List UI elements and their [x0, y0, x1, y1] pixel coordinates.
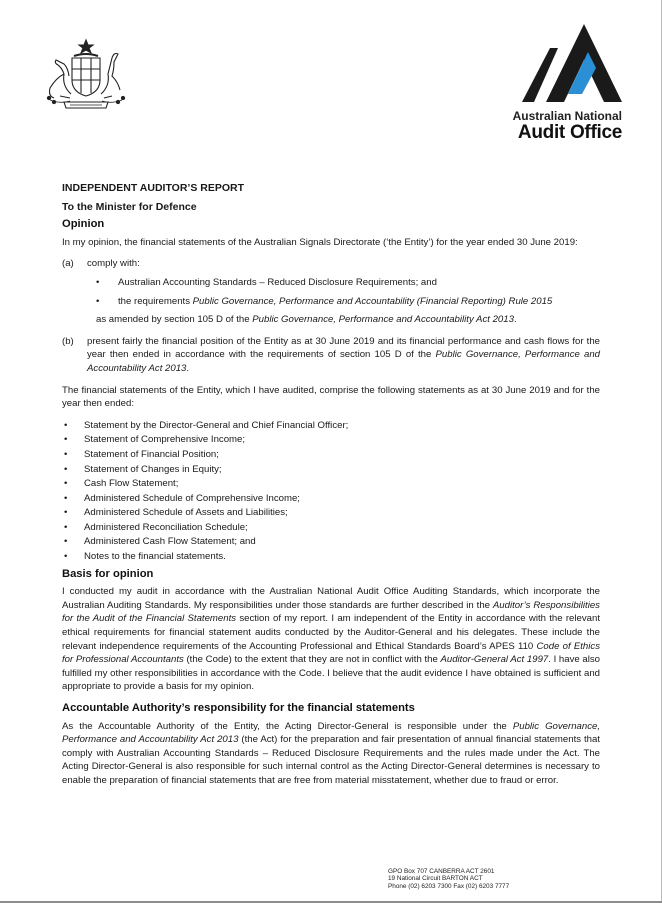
amended-clause: as amended by section 105 D of the Public Governance, Performance and Accountability Act 2013. [96, 314, 517, 326]
report-body [62, 182, 600, 796]
comprise-paragraph: The financial statements of the Entity, which I have audited, comprise the following statements as at 30 June 2019 and for the year then ended: [62, 384, 600, 410]
responsibility-heading: Accountable Authority’s responsibility for the financial statements [62, 702, 415, 714]
addressee-heading: To the Minister for Defence [62, 200, 197, 213]
statements-list [62, 419, 600, 564]
list-item: • Administered Schedule of Comprehensive Income; [62, 492, 600, 506]
coat-of-arms-icon [40, 38, 132, 112]
footer-line: 19 National Circuit BARTON ACT [388, 875, 483, 883]
list-item: • the requirements Public Governance, Performance and Accountability (Financial Reporting) Rule 2015 [96, 295, 600, 309]
list-item: • Administered Schedule of Assets and Liabilities; [62, 506, 600, 520]
list-item: • Cash Flow Statement; [62, 477, 600, 491]
basis-heading: Basis for opinion [62, 567, 154, 580]
list-item: • Australian Accounting Standards – Reduced Disclosure Requirements; and [96, 276, 600, 290]
list-item: • Statement of Comprehensive Income; [62, 433, 600, 447]
item-letter: (a) [62, 258, 74, 270]
opinion-item-a [62, 257, 600, 271]
logo-text-line1: Australian National [512, 109, 622, 123]
list-item: • Notes to the financial statements. [62, 550, 600, 564]
list-item: • Administered Cash Flow Statement; and [62, 535, 600, 549]
report-title: INDEPENDENT AUDITOR’S REPORT [62, 182, 245, 194]
footer-line: Phone (02) 6203 7300 Fax (02) 6203 7777 [388, 882, 510, 890]
responsibility-paragraph: As the Accountable Authority of the Entity, the Acting Director-General is responsible under the Public Governance, Performance and Accountability Act 2013 (the Act) for the preparation and fair presentation of annual financial statements that comply with Australian Accounting Standards – Reduced Disclosure Requirements and the rules made under the Act. The Acting Director-General is also responsible for such internal control as the Acting Director-General determines is necessary to enable the preparation of financial statements that are free from material misstatement, whether due to fraud or error. [62, 720, 601, 786]
item-text: comply with: [87, 258, 140, 270]
list-item: • Statement by the Director-General and Chief Financial Officer; [62, 419, 600, 433]
item-text: present fairly the financial position of the Entity as at 30 June 2019 and its financial performance and cash flows for the year then ended in accordance with the requirements of section 105 D of the Public Governance, Performance and Accountability Act 2013. [87, 335, 601, 374]
opinion-heading: Opinion [62, 218, 105, 231]
list-item: • Statement of Financial Position; [62, 448, 600, 462]
item-letter: (b) [62, 335, 74, 347]
list-item: • Administered Reconciliation Schedule; [62, 521, 600, 535]
anao-logo-mark-icon [522, 24, 622, 108]
footer-line: GPO Box 707 CANBERRA ACT 2601 [388, 868, 495, 875]
opinion-item-b [62, 335, 600, 376]
logo-text-line2: Audit Office [517, 122, 622, 143]
list-item: • Statement of Changes in Equity; [62, 463, 600, 477]
comply-with-list [62, 276, 600, 308]
opinion-intro-paragraph: In my opinion, the financial statements of the Australian Signals Directorate (‘the Entity’) for the year ended 30 June 2019: [62, 236, 578, 248]
basis-paragraph: I conducted my audit in accordance with the Australian National Audit Office Auditing Standards, which incorporate the Australian Auditing Standards. My responsibilities under those standards are further described in the Auditor’s Responsibilities for the Audit of the Financial Statements section of my report. I am independent of the Entity in accordance with the relevant ethical requirements for financial statement audits conducted by the Auditor-General and his delegates. These include the relevant independence requirements of the Accounting Professional and Ethical Standards Board’s APES 110 Code of Ethics for Professional Accountants (the Code) to the extent that they are not in conflict with the Auditor-General Act 1997. I have also fulfilled my other responsibilities in accordance with the Code. I believe that the audit evidence I have obtained is sufficient and appropriate to provide a basis for my opinion. [62, 586, 601, 693]
postal-address-footer [388, 868, 509, 890]
anao-logo [500, 24, 622, 142]
